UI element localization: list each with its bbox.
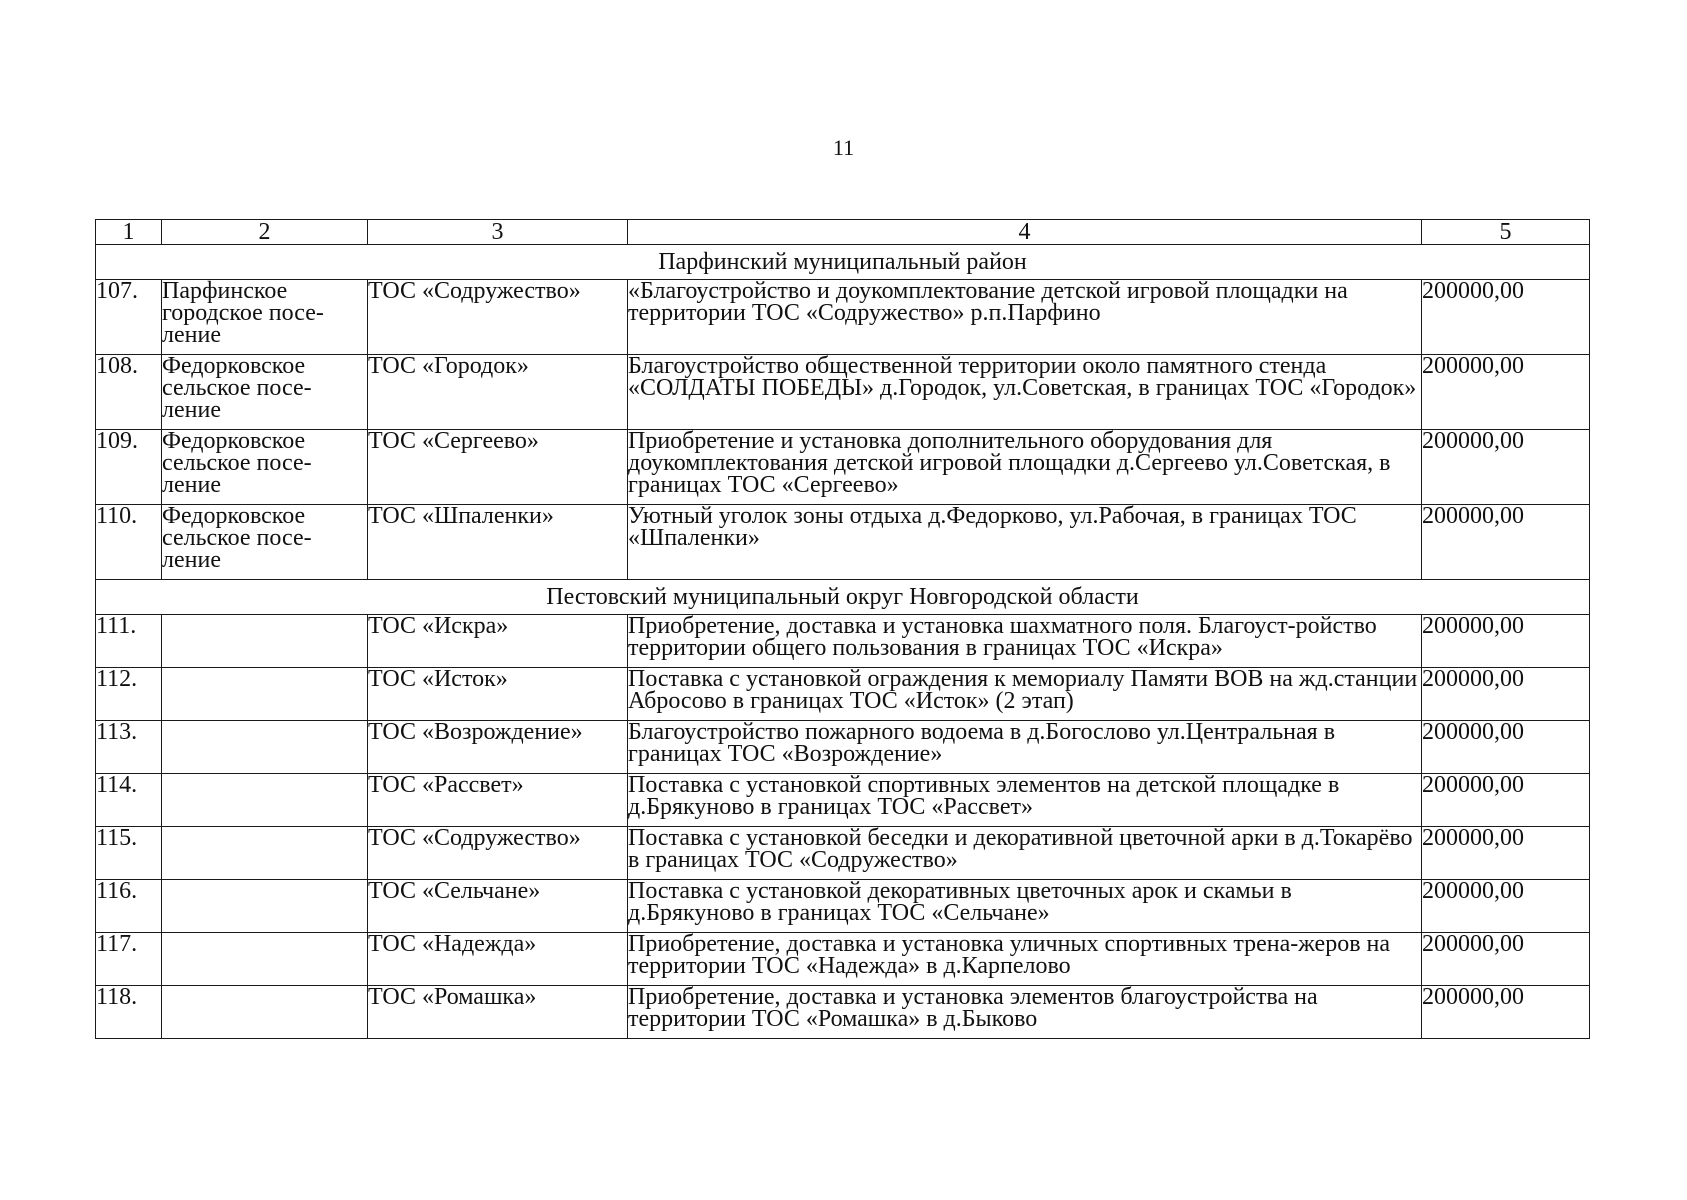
row-number: 114. <box>96 774 162 827</box>
municipality-cell <box>162 721 368 774</box>
project-description-cell: Приобретение, доставка и установка шахматного поля. Благоуст-ройство территории общего пользования в границах ТОС «Искра» <box>628 615 1422 668</box>
row-number: 109. <box>96 430 162 505</box>
municipality-cell: Федорковское сельское посе-ление <box>162 355 368 430</box>
column-number: 1 <box>96 220 162 245</box>
table-row <box>96 430 1590 505</box>
project-description-cell: Поставка с установкой ограждения к мемориалу Памяти ВОВ на жд.станции Абросово в границах ТОС «Исток» (2 этап) <box>628 668 1422 721</box>
amount-cell: 200000,00 <box>1422 774 1590 827</box>
table-row <box>96 615 1590 668</box>
municipality-cell <box>162 774 368 827</box>
tos-name-cell: ТОС «Надежда» <box>368 933 628 986</box>
municipality-cell <box>162 933 368 986</box>
amount-cell: 200000,00 <box>1422 933 1590 986</box>
tos-name-cell: ТОС «Ромашка» <box>368 986 628 1039</box>
tos-name-cell: ТОС «Содружество» <box>368 280 628 355</box>
table-row <box>96 933 1590 986</box>
tos-name-cell: ТОС «Искра» <box>368 615 628 668</box>
row-number: 113. <box>96 721 162 774</box>
amount-cell: 200000,00 <box>1422 430 1590 505</box>
section-title: Пестовский муниципальный округ Новгородской области <box>96 580 1590 615</box>
table-row <box>96 355 1590 430</box>
row-number: 115. <box>96 827 162 880</box>
municipality-cell <box>162 880 368 933</box>
municipality-cell <box>162 986 368 1039</box>
project-description-cell: Приобретение и установка дополнительного оборудования для доукомплектования детской игровой площадки д.Сергеево ул.Советская, в границах ТОС «Сергеево» <box>628 430 1422 505</box>
section-title: Парфинский муниципальный район <box>96 245 1590 280</box>
table-row <box>96 505 1590 580</box>
project-description-cell: Поставка с установкой спортивных элементов на детской площадке в д.Брякуново в границах ТОС «Рассвет» <box>628 774 1422 827</box>
municipality-cell: Федорковское сельское посе-ление <box>162 505 368 580</box>
amount-cell: 200000,00 <box>1422 880 1590 933</box>
amount-cell: 200000,00 <box>1422 668 1590 721</box>
table-row <box>96 827 1590 880</box>
municipality-cell: Парфинское городское посе-ление <box>162 280 368 355</box>
column-number: 3 <box>368 220 628 245</box>
tos-name-cell: ТОС «Шпаленки» <box>368 505 628 580</box>
column-number: 2 <box>162 220 368 245</box>
project-description-cell: Приобретение, доставка и установка элементов благоустройства на территории ТОС «Ромашка» в д.Быково <box>628 986 1422 1039</box>
page-number: 11 <box>832 135 855 160</box>
project-description-cell: Благоустройство общественной территории около памятного стенда «СОЛДАТЫ ПОБЕДЫ» д.Городок, ул.Советская, в границах ТОС «Городок» <box>628 355 1422 430</box>
table-row <box>96 721 1590 774</box>
amount-cell: 200000,00 <box>1422 986 1590 1039</box>
municipality-cell <box>162 668 368 721</box>
amount-cell: 200000,00 <box>1422 505 1590 580</box>
table-row <box>96 986 1590 1039</box>
project-description-cell: Поставка с установкой декоративных цветочных арок и скамьи в д.Брякуново в границах ТОС «Сельчане» <box>628 880 1422 933</box>
amount-cell: 200000,00 <box>1422 280 1590 355</box>
column-number: 5 <box>1422 220 1590 245</box>
project-description-cell: Поставка с установкой беседки и декоративной цветочной арки в д.Токарёво в границах ТОС «Содружество» <box>628 827 1422 880</box>
projects-table <box>95 219 1590 1039</box>
row-number: 112. <box>96 668 162 721</box>
tos-name-cell: ТОС «Возрождение» <box>368 721 628 774</box>
row-number: 110. <box>96 505 162 580</box>
project-description-cell: «Благоустройство и доукомплектование детской игровой площадки на территории ТОС «Содружество» р.п.Парфино <box>628 280 1422 355</box>
column-numbers-row <box>96 220 1590 245</box>
section-header-row <box>96 580 1590 615</box>
row-number: 111. <box>96 615 162 668</box>
tos-name-cell: ТОС «Сергеево» <box>368 430 628 505</box>
row-number: 107. <box>96 280 162 355</box>
table-row <box>96 280 1590 355</box>
project-description-cell: Приобретение, доставка и установка уличных спортивных трена-жеров на территории ТОС «Надежда» в д.Карпелово <box>628 933 1422 986</box>
table-row <box>96 668 1590 721</box>
row-number: 116. <box>96 880 162 933</box>
municipality-cell <box>162 827 368 880</box>
tos-name-cell: ТОС «Содружество» <box>368 827 628 880</box>
amount-cell: 200000,00 <box>1422 827 1590 880</box>
row-number: 108. <box>96 355 162 430</box>
tos-name-cell: ТОС «Сельчане» <box>368 880 628 933</box>
amount-cell: 200000,00 <box>1422 355 1590 430</box>
tos-name-cell: ТОС «Рассвет» <box>368 774 628 827</box>
tos-name-cell: ТОС «Городок» <box>368 355 628 430</box>
table-row <box>96 774 1590 827</box>
column-number: 4 <box>628 220 1422 245</box>
project-description-cell: Уютный уголок зоны отдыха д.Федорково, ул.Рабочая, в границах ТОС «Шпаленки» <box>628 505 1422 580</box>
tos-name-cell: ТОС «Исток» <box>368 668 628 721</box>
projects-table-body <box>96 220 1590 1039</box>
municipality-cell <box>162 615 368 668</box>
table-row <box>96 880 1590 933</box>
municipality-cell: Федорковское сельское посе-ление <box>162 430 368 505</box>
amount-cell: 200000,00 <box>1422 615 1590 668</box>
amount-cell: 200000,00 <box>1422 721 1590 774</box>
section-header-row <box>96 245 1590 280</box>
project-description-cell: Благоустройство пожарного водоема в д.Богослово ул.Центральная в границах ТОС «Возрождение» <box>628 721 1422 774</box>
row-number: 118. <box>96 986 162 1039</box>
row-number: 117. <box>96 933 162 986</box>
